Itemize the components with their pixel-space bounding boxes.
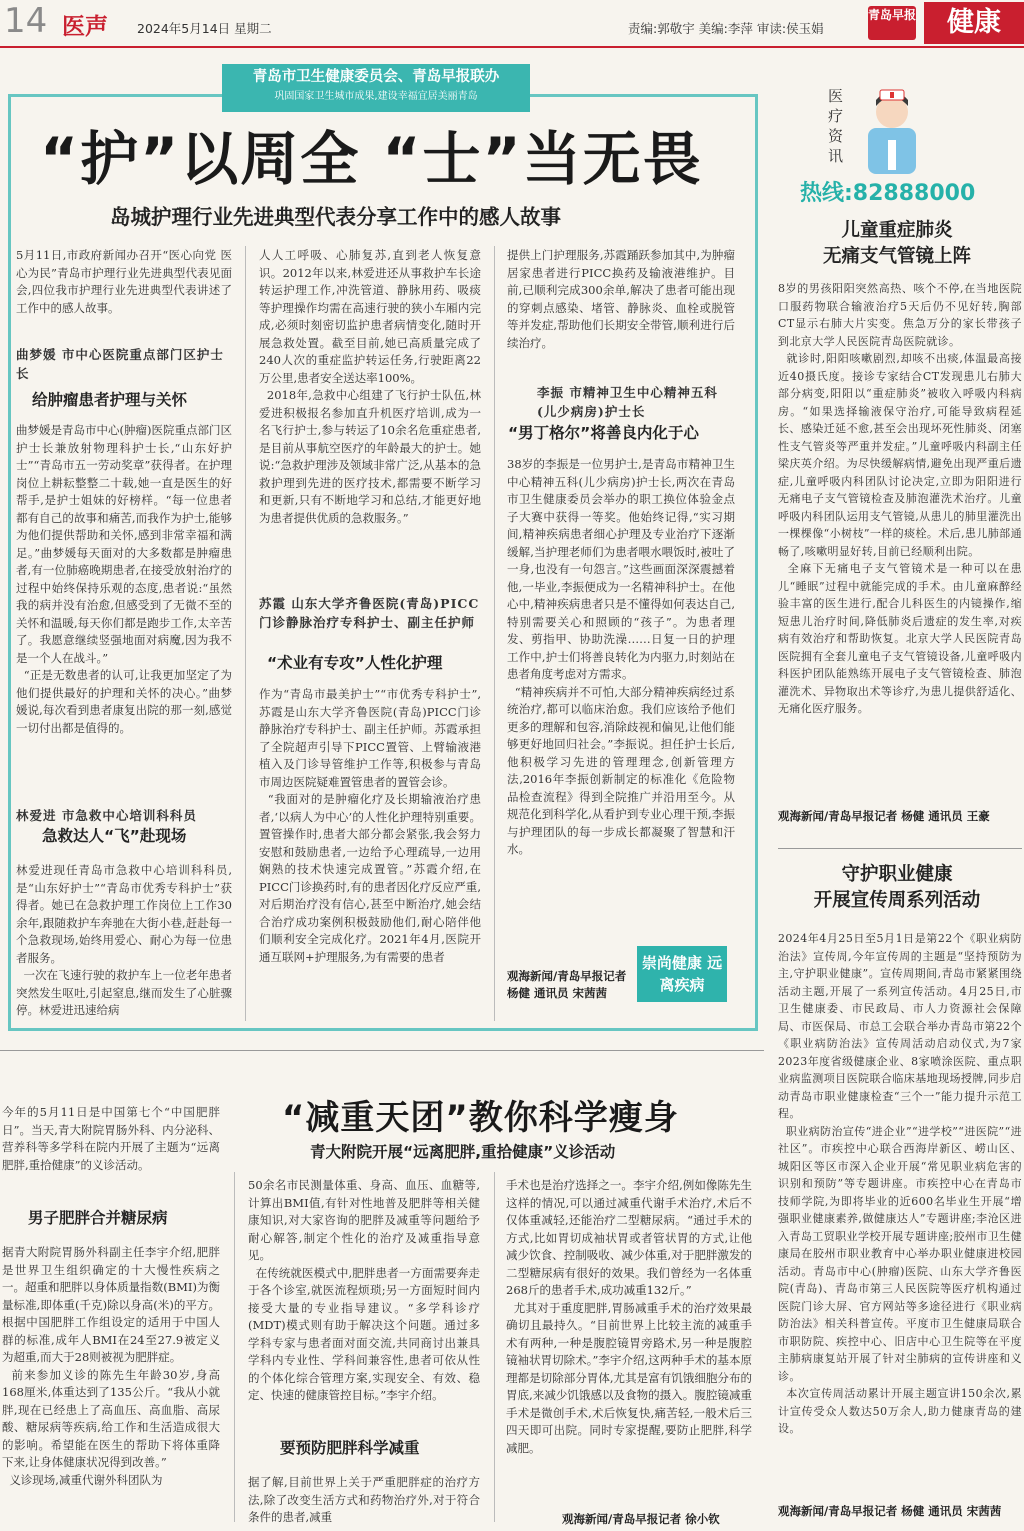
profile4-title: “男丁格尔”将善良内化于心 [508,424,699,442]
profile2-author: 林爱进 市急救中心培训科科员 [16,808,197,823]
news2-body: 2024年4月25日至5月1日是第22个《职业病防治法》宣传周,今年宣传周的主题是“坚持预防为主,守护职业健康”。宣传周期间,青岛市紧紧围绕活动主题,开展了一系列宣传活动。4月25日,市卫生健康委、市民政局、市人力资源社会保障局、市医保局、市总工会联合举办青岛市第22个《职业病防治法》宣传周活动启动仪式,为7家2023年度省级健康企业、8家喷涂医院、重点职业病监测项目医院联合临床基地现场授牌,同步启动青岛市职业健康检查“三个一”能力提升示范工程。 职业病防治宣传“进企业”“进学校”“进医院”“进社区”。市疾控中心联合西海岸新区、崂山区、城阳区等区市深入企业开展“常见职业病危害的识别和预防”等专题讲座。市疾控中心在青岛市技师学院,为即将毕业的近600名毕业生开展“增强职业健康素养,做健康达人”专题讲座;李沧区进入青岛工贸职业学校开展专题讲座;胶州市卫生健康局在胶州市职业教育中心举办职业健康进校园活动。青岛市中心(肿瘤)医院、山东大学齐鲁医院(青岛)、青岛市第三人民医院等医疗机构通过医院门诊大屏、官方网站等多途径进行《职业病防治法》相关科普宣传。平度市卫生健康局联合市职防院、疾控中心、旧店中心卫生院等在平度主肺病康复站开展了针对尘肺病的宣传讲座和义诊。 本次宣传周活动累计开展主题宣讲150余次,累计宣传受众人数达50万余人,助力健康青岛的建设。 [778,932,1022,1435]
column-divider [494,1172,495,1522]
news2-title-line2: 开展宣传周系列活动 [813,890,981,911]
profile3-author: 苏霞 山东大学齐鲁医院(青岛)PICC门诊静脉治疗专科护士、副主任护师 [259,596,480,630]
column-divider [234,1172,235,1522]
section-divider [778,848,1022,849]
hotline-number: 热线:82888000 [800,181,976,206]
editors-line: 责编:郭敬宇 美编:李萍 审读:侯玉娟 [628,21,824,36]
profile2-title: 急救达人“飞”赴现场 [42,827,187,845]
article-body2-cont: 据了解,目前世界上关于严重肥胖症的治疗方法,除了改变生活方式和药物治疗外,对于符合条件的患者,减重 [248,1475,480,1524]
profile3-title: “术业有专攻”人性化护理 [267,654,443,672]
news1-title-line2: 无痛支气管镜上阵 [822,246,971,267]
news2-signoff: 观海新闻/青岛早报记者 杨健 通讯员 宋茜茜 [778,1504,1002,1518]
banner-subtitle: 巩固国家卫生城市成果,建设幸福宜居美丽青岛 [274,91,478,102]
newspaper-logo: 青岛早报 [868,6,916,40]
column-divider [245,246,246,1021]
issue-date: 2024年5月14日 星期二 [137,21,272,36]
article-body1: 据青大附院胃肠外科副主任李宇介绍,肥胖是世界卫生组织确定的十大慢性疾病之一。超重和肥胖以身体质量指数(BMI)为衡量标准,即体重(千克)除以身高(米)的平方。根据中国肥胖工作组设定的适用于中国人群的标准,成年人BMI在24至27.9被定义为超重,而大于28则被视为肥胖症。 前来参加义诊的陈先生年龄30岁,身高168厘米,体重达到了135公斤。“我从小就胖,现在已经患上了高血压、高血脂、高尿酸、糖尿病等疾病,给工作和生活造成很大的影响。希望能在医生的帮助下将体重降下来,让身体健康状况得到改善。” 义诊现场,减重代谢外科团队为 [2,1245,220,1487]
section-banner: 健康 [924,2,1024,44]
header-rule [0,46,1024,48]
feature-headline: “护”以周全 “士”当无畏 [40,125,703,193]
nurse-illustration [856,82,928,174]
feature-signoff: 观海新闻/青岛早报记者 杨健 通讯员 宋茜茜 [507,969,627,1000]
profile2-body-cont: 人人工呼吸、心肺复苏,直到老人恢复意识。2012年以来,林爱进还从事救护车长途转运护理工作,冲洗管道、静脉用药、吸痰等护理操作均需在高速行驶的狭小车厢内完成,必须时刻密切监护患者病情变化,随时开展急救处置。截至目前,她已高质量完成了240人次的重症监护转运任务,行驶距离22万公里,患者安全送达率100%。 2018年,急救中心组建了飞行护士队伍,林爱进积极报名参加直升机医疗培训,成为一名飞行护士,参与转运了10余名危重症患者,是目前从事航空医疗的年龄最大的护士。她说:“急救护理涉及领域非常广泛,从基本的急救护理到先进的医疗技术,都需要不断学习和更新,只有不断地学习和总结,才能更好地为患者提供优质的急救服务。” [259,248,481,525]
article-sub1: 男子肥胖合并糖尿病 [28,1209,168,1227]
article-deck: 青大附院开展“远离肥胖,重拾健康”义诊活动 [310,1143,616,1161]
section-divider [0,1050,764,1051]
sponsor-banner [222,64,530,112]
news1-body: 8岁的男孩阳阳突然高热、咳个不停,在当地医院口服药物联合输液治疗5天后仍不见好转,胸部CT显示右肺大片实变。焦急万分的家长带孩子到北京大学人民医院青岛医院就诊。 就诊时,阳阳咳嗽剧烈,却咳不出痰,体温最高接近40摄氏度。接诊专家结合CT发现患儿右肺大部分病变,阳阳以“重症肺炎”被收入呼吸内科病房。“如果选择输液保守治疗,可能导致病程延长、感染迁延不愈,甚至会出现坏死性肺炎、闭塞性支气管炎等严重并发症。”儿童呼吸内科副主任梁庆英介绍。为尽快缓解病情,避免出现严重后遗症,儿童呼吸内科团队讨论决定,立即为阳阳进行无痛电子支气管镜检查及肺泡灌洗术治疗。儿童呼吸内科团队运用支气管镜,从患儿的肺里灌洗出一棵棵像“小树枝”一样的痰栓。术后,患儿肺部通畅了,咳嗽明显好转,目前已经顺利出院。 全麻下无痛电子支气管镜术是一种可以在患儿“睡眠”过程中就能完成的手术。由儿童麻醉经验丰富的医生进行,配合儿科医生的内镜操作,缩短患儿治疗时间,降低肺炎后遗症的发生率,对疾病有效治疗和帮助恢复。北京大学人民医院青岛医院拥有全套儿童电子支气管镜设备,儿童呼吸内科医护团队能熟练开展电子支气管镜检查、肺泡灌洗术、异物取出术等诊疗,为患儿提供舒适化、无痛化医疗服务。 [778,282,1022,715]
section-title: 医声 [62,14,108,40]
feature-deck: 岛城护理行业先进典型代表分享工作中的感人故事 [110,205,561,229]
article-body3: 手术也是治疗选择之一。李宇介绍,例如像陈先生这样的情况,可以通过减重代谢手术治疗,术后不仅体重减轻,还能治疗二型糖尿病。“通过手术的方式,比如胃切成袖状胃或者管状胃的方式,让他减少饮食、控制吸收、减少体重,对于肥胖激发的二型糖尿病有很好的效果。我们曾经为一名体重268斤的患者手术,成功减重132斤。” 尤其对于重度肥胖,胃肠减重手术的治疗效果最确切且最持久。“目前世界上比较主流的减重手术有两种,一种是腹腔镜胃旁路术,另一种是腹腔镜袖状胃切除术。”李宇介绍,这两种手术的基本原理都是切除部分胃体,尤其是富有饥饿细胞分布的胃底,来减少饥饿感以及食物的摄入。腹腔镜减重手术是微创手术,术后恢复快,痛苦轻,一般术后三四天即可出院。同时专家提醒,要防止肥胖,科学减肥。 [506,1178,752,1455]
profile2-body: 林爱进现任青岛市急救中心培训科科员,是“山东好护士”“青岛市优秀专科护士”获得者。她已在急救护理工作岗位上工作30余年,跟随救护车奔驰在大街小巷,赶赴每一个急救现场,始终用爱心、耐心为每一位患者服务。 一次在飞速行驶的救护车上一位老年患者突然发生呕吐,引起窒息,继而发生了心脏骤停。林爱进迅速给病 [16,863,232,1017]
page-number: 14 [4,1,48,41]
banner-title: 青岛市卫生健康委员会、青岛早报联办 [252,69,500,85]
article-title: “减重天团”教你科学瘦身 [282,1098,679,1138]
article-sub2: 要预防肥胖科学减重 [280,1439,420,1457]
article-body2: 50余名市民测量体重、身高、血压、血糖等,计算出BMI值,有针对性地普及肥胖等相关健康知识,对大家咨询的肥胖及减重等问题给予耐心解答,制定个性化的治疗及减重指导意见。 在传统就医模式中,肥胖患者一方面需要奔走于各个诊室,就医流程烦琐;另一方面短时间内接受大量的专业指导建议。“多学科诊疗(MDT)模式则有助于解决这个问题。通过多学科专家与患者面对面交流,共同商讨出兼具学科内专业性、学科间兼容性,患者可依从性的个体化综合管理方案,实现安全、有效、稳定、快速的健康管控目标。”李宇介绍。 [248,1178,480,1402]
profile4-body: 38岁的李振是一位男护士,是青岛市精神卫生中心精神五科(儿少病房)护士长,两次在青岛市卫生健康委员会举办的职工换位体验金点子大赛中获得一等奖。他始终记得,“实习期间,精神疾病患者细心护理及专业治疗下逐渐缓解,当护理老师们为患者喂水喂饭时,被吐了一身,也没有一句怨言。”这些画面深深震撼着他,一毕业,李振便成为一名精神科护士。在他心中,精神疾病患者只是不懂得如何表达自己,特别需要关心和照顾的“孩子”。为患者理发、剪指甲、协助洗澡……日复一日的护理工作中,护士们将善良转化为内驱力,时刻站在患者角度考虑对方需求。 “精神疾病并不可怕,大部分精神疾病经过系统治疗,都可以临床治愈。我们应该给予他们更多的理解和包容,消除歧视和偏见,让他们能够更好地回归社会。”李振说。担任护士长后,他积极学习先进的管理理念,创新管理方法,2016年李振创新制定的标准化《危险物品检查流程》得到全院推广并沿用至今。从规范化到科学化,从看护到专业心理干预,李振与护理团队的每一步成长都凝聚了智慧和汗水。 [507,457,735,856]
slogan-badge: 崇尚健康 远离疾病 [637,946,727,1002]
profile1-body: 曲梦媛是青岛市中心(肿瘤)医院重点部门区护士长兼放射物理科护士长,“山东好护士”“青岛市五一劳动奖章”获得者。在护理岗位上耕耘整整二十载,她一直是医生的好帮手,是护士姐妹的好榜样。“每一位患者都有自己的故事和痛苦,而我作为护士,能够为他们提供帮助和关怀,感到非常幸福和满足。”曲梦媛每天面对的大多数都是肿瘤患者,有一位肺癌晚期患者,在接受放射治疗的过程中始终保持乐观的态度,患者说:“虽然我的病并没有治愈,但感受到了无微不至的关怀和温暖,每天你们都是跑步工作,太辛苦了。我愿意继续竖强地面对病魔,因为我不是一个人在战斗。” “正是无数患者的认可,让我更加坚定了为他们提供最好的护理和关怀的决心。”曲梦媛说,每次看到患者康复出院的那一刻,感觉一切付出都是值得的。 [16,423,232,735]
column-divider [494,246,495,1021]
news1-title-line1: 儿童重症肺炎 [841,220,953,241]
article-signoff: 观海新闻/青岛早报记者 徐小钦 [562,1512,720,1526]
profile1-author: 曲梦媛 市中心医院重点部门区护士长 [16,347,224,381]
news2-title-line1: 守护职业健康 [841,864,953,885]
column-label: 医疗资讯 [828,87,844,165]
profile1-title: 给肿瘤患者护理与关怀 [32,391,188,409]
profile3-body: 作为“青岛市最美护士”“市优秀专科护士”,苏霞是山东大学齐鲁医院(青岛)PICC门诊静脉治疗专科护士、副主任护师。苏霞承担了全院超声引导下PICC置管、上臂输液港植入及门诊导管维护工作等,积极参与青岛市周边医院疑难置管患者的置管会诊。 “我面对的是肿瘤化疗及长期输液治疗患者,‘以病人为中心’的人性化护理特别重要。置管操作时,患者大部分都会紧张,我会努力安慰和鼓励患者,一边给予心理疏导,一边用娴熟的技术快速完成置管。”苏霞介绍,在PICC门诊换药时,有的患者因化疗反应严重,对后期治疗没有信心,甚至中断治疗,她会结合治疗成功案例积极鼓励他们,耐心陪伴他们顺利安全完成化疗。2021年4月,医院开通互联网+护理服务,为有需要的患者 [259,687,481,964]
profile3-body-cont: 提供上门护理服务,苏霞踊跃参加其中,为肿瘤居家患者进行PICC换药及输液港维护。目前,已顺利完成300余单,解决了患者可能出现的穿刺点感染、堵管、静脉炎、血栓或脱管等并发症,帮助他们长期安全带管,顺利进行后续治疗。 [507,248,735,350]
article-lead: 今年的5月11日是中国第七个“中国肥胖日”。当天,青大附院胃肠外科、内分泌科、营养科等多学科在院内开展了主题为“远离肥胖,重拾健康”的义诊活动。 [2,1105,220,1172]
profile4-author: 李振 市精神卫生中心精神五科(儿少病房)护士长 [537,385,718,419]
news1-signoff: 观海新闻/青岛早报记者 杨健 通讯员 王豪 [778,809,990,823]
feature-lead: 5月11日,市政府新闻办召开“医心向党 医心为民”青岛市护理行业先进典型代表见面会,四位我市护理行业先进典型代表讲述了工作中的感人故事。 [16,248,232,315]
